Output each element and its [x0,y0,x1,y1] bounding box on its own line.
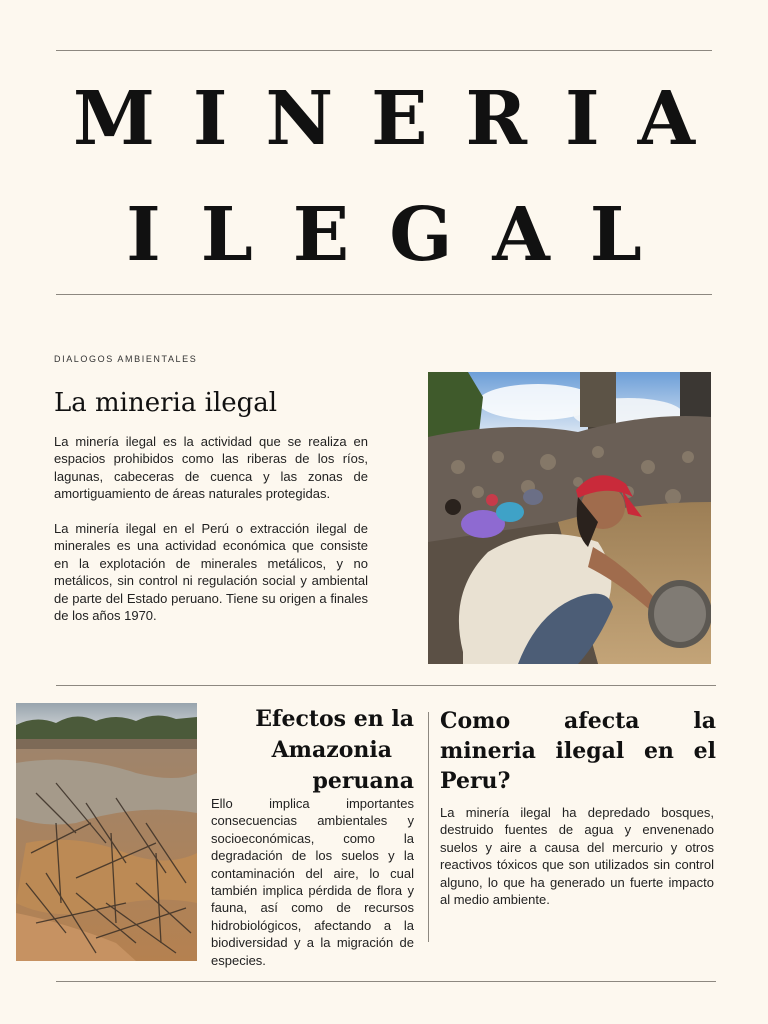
amazon-mining-photo-image [16,703,197,961]
miners-photo [428,372,711,664]
title-line-1: MINERIA [72,76,734,162]
middle-rule [56,685,716,686]
bottom-rule [56,981,716,982]
title-bottom-rule [56,294,712,295]
section2-heading [200,704,414,797]
amazon-mining-photo [16,703,197,961]
title-line-2: ILEGAL [126,192,682,278]
miners-photo-image [428,372,711,664]
section2-heading-line-1: Efectos en la [255,706,414,732]
section3-paragraph: La minería ilegal ha depredado bosques, destruido fuentes de agua y envenenado suelos y aire a causa del mercurio y otros reactivos tóxicos que son utilizados sin control alguno, lo que ha generado un fuerte impacto al medio ambiente. [440,805,714,908]
section2-heading-line-2: Amazonia [271,737,392,763]
section2-paragraph: Ello implica importantes consecuencias ambientales y socioeconómicas, como la degradación de los suelos y la contaminación del aire, lo cual también implica pérdida de flora y fauna, así como de recursos hidrobiológicos, afectando a la biodiversidad y a la migración de especies. [211,796,414,968]
column-divider [428,712,429,942]
section2-heading-line-3: peruana [312,768,414,794]
section1-heading: La mineria ilegal [54,388,278,418]
section-kicker: DIALOGOS AMBIENTALES [54,354,198,364]
section1-paragraph-2: La minería ilegal en el Perú o extracción ilegal de minerales es una actividad económica que consiste en la explotación de minerales metálicos, y no metálicos, sin control ni regulación social y ambiental de parte del Estado peruano. Tiene su origen a finales de los años 1970. [54,521,368,624]
section1-paragraph-1: La minería ilegal es la actividad que se realiza en espacios prohibidos como las riberas de los ríos, lagunas, cabeceras de cuenca y las zonas de amortiguamiento de áreas naturales protegidas. [54,434,368,502]
section3-heading: Como afecta la mineria ilegal en el Peru? [440,708,716,794]
top-rule [56,50,712,51]
